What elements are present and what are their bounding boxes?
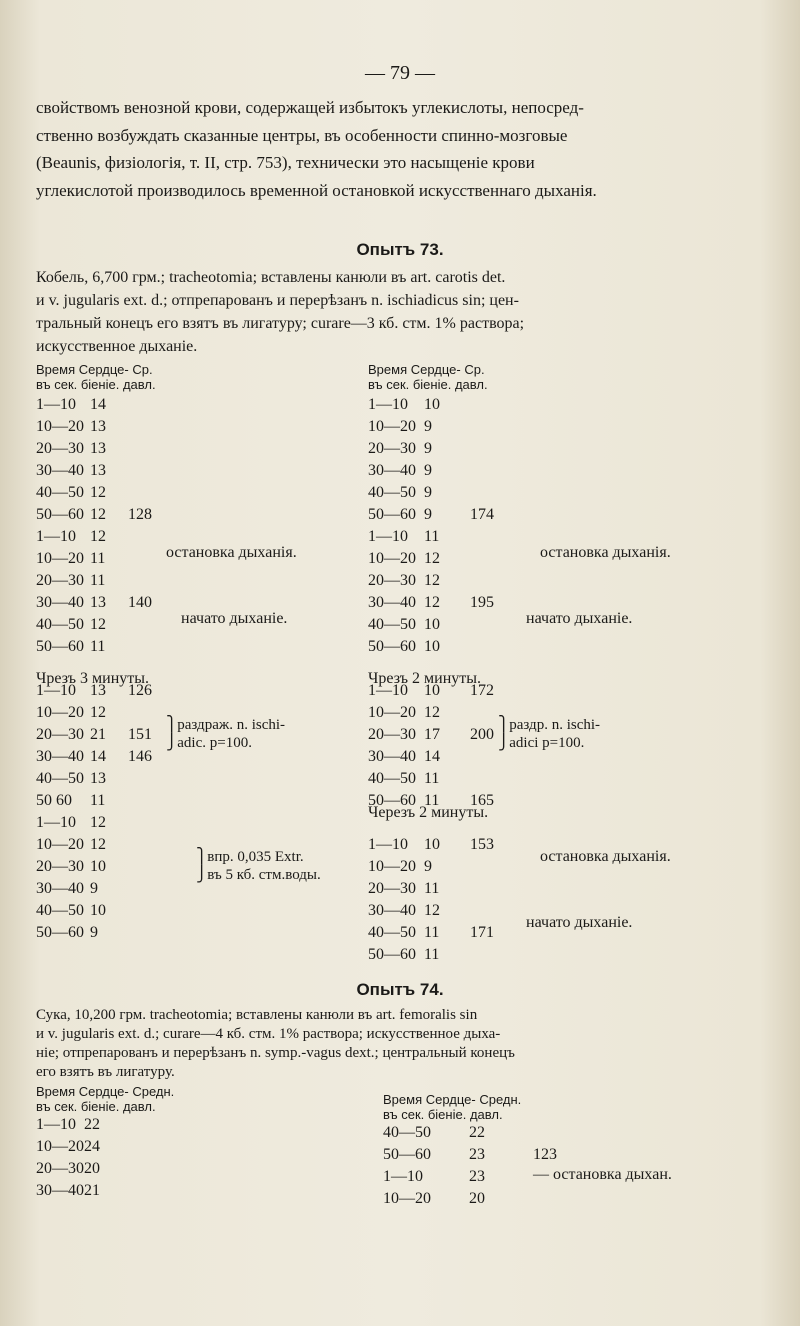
time-cell: 40—50 <box>383 1124 431 1141</box>
heartbeat-cell: 10 <box>424 396 440 413</box>
heartbeat-cell: 11 <box>424 770 440 787</box>
time-cell: 40—50 <box>36 484 84 501</box>
time-cell: 50—60 <box>383 1146 431 1163</box>
experiment-73-description <box>36 266 762 358</box>
heartbeat-cell: 9 <box>90 924 98 941</box>
heartbeat-cell: 11 <box>424 880 440 897</box>
heartbeat-cell: 9 <box>424 418 432 435</box>
experiment-74-title: Опытъ 74. <box>356 980 444 999</box>
text-line: искусственное дыханіе. <box>36 338 198 355</box>
time-cell: 1—10 <box>368 528 408 545</box>
text-line: и v. jugularis ext. d.; отпрепарованъ и перерѣзанъ n. ischiadicus sin; цен- <box>36 292 519 309</box>
heartbeat-cell: 12 <box>90 616 106 633</box>
time-cell: 30—40 <box>368 902 416 919</box>
heartbeat-cell: 13 <box>90 770 106 787</box>
heartbeat-cell: 12 <box>424 704 440 721</box>
time-cell: 10—20 <box>36 704 84 721</box>
heartbeat-cell: 21 <box>90 726 106 743</box>
pressure-cell: 128 <box>128 506 152 523</box>
note-start-breathing: начато дыханіе. <box>526 610 633 627</box>
heartbeat-cell: 13 <box>90 418 106 435</box>
note-stop-breathing: остановка дыханія. <box>540 544 671 561</box>
time-cell: 10—20 <box>36 418 84 435</box>
heartbeat-cell: 23 <box>469 1168 485 1185</box>
time-cell: 40—50 <box>368 484 416 501</box>
text-line: ніе; отпрепарованъ и перерѣзанъ n. symp.-vagus dext.; центральный конецъ <box>36 1045 515 1061</box>
heartbeat-cell: 23 <box>469 1146 485 1163</box>
time-cell: 10—20 <box>368 550 416 567</box>
heartbeat-cell: 22 <box>84 1116 100 1133</box>
pressure-cell: 172 <box>470 682 494 699</box>
time-cell: 20—30 <box>368 440 416 457</box>
heartbeat-cell: 13 <box>90 462 106 479</box>
heartbeat-cell: 12 <box>424 550 440 567</box>
pressure-cell: 146 <box>128 748 152 765</box>
heartbeat-cell: 11 <box>424 792 440 809</box>
time-cell: 40—50 <box>36 770 84 787</box>
time-cell: 10—20 <box>36 1138 84 1155</box>
table-header: Время Сердце- Ср. въ сек. біеніе. давл. <box>36 362 156 392</box>
time-cell: 20—30 <box>36 572 84 589</box>
time-cell: 20—30 <box>36 726 84 743</box>
heartbeat-cell: 10 <box>424 616 440 633</box>
experiment-74-left-table <box>36 1084 336 1199</box>
note-start-breathing: начато дыханіе. <box>526 914 633 931</box>
heartbeat-cell: 14 <box>90 396 106 413</box>
time-cell: 30—40 <box>36 594 84 611</box>
time-cell: 30—40 <box>368 748 416 765</box>
text-line: углекислотой производилось временной остановкой искусственнаго дыханія. <box>36 180 597 200</box>
time-cell: 50 60 <box>36 792 72 809</box>
text-line: (Beaunis, физіологія, т. II, стр. 753), технически это насыщеніе крови <box>36 153 535 172</box>
heartbeat-cell: 10 <box>424 638 440 655</box>
experiment-73-left-table <box>36 362 376 942</box>
pressure-cell: 153 <box>470 836 494 853</box>
time-cell: 50—60 <box>36 924 84 941</box>
time-cell: 50—60 <box>36 638 84 655</box>
note-injection: ⎫впр. 0,035 Extr. ⎭въ 5 кб. стм.воды. <box>196 849 321 883</box>
time-cell: 20—30 <box>368 880 416 897</box>
time-cell: 10—20 <box>383 1190 431 1207</box>
time-cell: 40—50 <box>368 616 416 633</box>
text-line: тральный конецъ его взятъ въ лигатуру; curare—3 кб. стм. 1% раствора; <box>36 315 525 332</box>
time-cell: 40—50 <box>36 616 84 633</box>
note-irritation: ⎫раздр. n. ischi- ⎭adici p=100. <box>498 717 601 751</box>
time-cell: 1—10 <box>383 1168 423 1185</box>
heartbeat-cell: 9 <box>424 484 432 501</box>
text-line: Кобель, 6,700 грм.; tracheotomia; вставлены канюли въ art. carotis det. <box>36 269 506 286</box>
heartbeat-cell: 17 <box>424 726 440 743</box>
time-cell: 30—40 <box>36 1182 84 1199</box>
heartbeat-cell: 13 <box>90 440 106 457</box>
heartbeat-cell: 9 <box>424 440 432 457</box>
time-cell: 10—20 <box>368 418 416 435</box>
text-line: свойствомъ венозной крови, содержащей избытокъ углекислоты, непосред- <box>36 98 584 117</box>
note-irritation: ⎫раздраж. n. ischi- ⎭adic. p=100. <box>166 717 286 751</box>
note-start-breathing: начато дыханіе. <box>181 610 288 627</box>
heartbeat-cell: 10 <box>90 902 106 919</box>
table-header: Время Сердце- Средн. въ сек. біеніе. давл. <box>36 1084 175 1114</box>
time-cell: 20—30 <box>368 572 416 589</box>
heartbeat-cell: 10 <box>424 682 440 699</box>
pressure-cell: 195 <box>470 594 494 611</box>
note-stop-breathing: — остановка дыхан. <box>533 1166 672 1183</box>
time-cell: 10—20 <box>36 550 84 567</box>
heartbeat-cell: 12 <box>90 836 106 853</box>
note-after-2-min: Чрезъ 2 минуты. <box>368 670 482 687</box>
time-cell: 30—40 <box>368 594 416 611</box>
pressure-cell: 174 <box>470 506 494 523</box>
heartbeat-cell: 11 <box>90 792 106 809</box>
time-cell: 20—30 <box>36 440 84 457</box>
text-line: Сука, 10,200 грм. tracheotomia; вставлены канюли въ art. femoralis sin <box>36 1007 478 1023</box>
heartbeat-cell: 11 <box>90 572 106 589</box>
heartbeat-cell: 13 <box>90 682 106 699</box>
heartbeat-cell: 14 <box>90 748 106 765</box>
heartbeat-cell: 11 <box>424 528 440 545</box>
time-cell: 20—30 <box>36 858 84 875</box>
time-cell: 40—50 <box>368 770 416 787</box>
note-stop-breathing: остановка дыханія. <box>540 848 671 865</box>
heartbeat-cell: 12 <box>424 902 440 919</box>
pressure-cell: 200 <box>470 726 494 743</box>
text-line: его взятъ въ лигатуру. <box>36 1064 175 1080</box>
pressure-cell: 126 <box>128 682 152 699</box>
heartbeat-cell: 21 <box>84 1182 100 1199</box>
pressure-cell: 171 <box>470 924 494 941</box>
note-after-2-min: Черезъ 2 минуты. <box>368 804 489 821</box>
heartbeat-cell: 12 <box>90 814 106 831</box>
heartbeat-cell: 10 <box>90 858 106 875</box>
text-line: и v. jugularis ext. d.; curare—4 кб. стм. 1% раствора; искусственное дыха- <box>36 1026 501 1042</box>
experiment-74-right-table <box>383 1092 773 1207</box>
heartbeat-cell: 12 <box>90 528 106 545</box>
heartbeat-cell: 24 <box>84 1138 100 1155</box>
heartbeat-cell: 20 <box>84 1160 100 1177</box>
time-cell: 30—40 <box>36 880 84 897</box>
page-number: — 79 — <box>365 62 435 84</box>
text-line: ственно возбуждать сказанные центры, въ особенности спинно-мозговые <box>36 125 568 145</box>
heartbeat-cell: 22 <box>469 1124 485 1141</box>
pressure-cell: 140 <box>128 594 152 611</box>
heartbeat-cell: 12 <box>424 572 440 589</box>
heartbeat-cell: 11 <box>90 550 106 567</box>
heartbeat-cell: 14 <box>424 748 440 765</box>
time-cell: 40—50 <box>368 924 416 941</box>
time-cell: 1—10 <box>36 682 76 699</box>
heartbeat-cell: 12 <box>424 594 440 611</box>
time-cell: 50—60 <box>368 946 416 963</box>
time-cell: 10—20 <box>368 858 416 875</box>
heartbeat-cell: 11 <box>424 924 440 941</box>
heartbeat-cell: 10 <box>424 836 440 853</box>
time-cell: 30—40 <box>368 462 416 479</box>
pressure-cell: 123 <box>533 1146 557 1163</box>
note-after-3-min: Чрезъ 3 минуты. <box>36 670 150 687</box>
heartbeat-cell: 12 <box>90 484 106 501</box>
table-header: Время Сердце- Ср. въ сек. біеніе. давл. <box>368 362 488 392</box>
time-cell: 1—10 <box>36 396 76 413</box>
table-header: Время Сердце- Средн. въ сек. біеніе. давл. <box>383 1092 522 1122</box>
heartbeat-cell: 12 <box>90 506 106 523</box>
time-cell: 20—30 <box>368 726 416 743</box>
time-cell: 10—20 <box>36 836 84 853</box>
time-cell: 10—20 <box>368 704 416 721</box>
time-cell: 50—60 <box>36 506 84 523</box>
experiment-73-title: Опытъ 73. <box>356 240 444 259</box>
time-cell: 50—60 <box>368 638 416 655</box>
heartbeat-cell: 20 <box>469 1190 485 1207</box>
heartbeat-cell: 13 <box>90 594 106 611</box>
pressure-cell: 151 <box>128 726 152 743</box>
time-cell: 1—10 <box>36 814 76 831</box>
time-cell: 1—10 <box>368 836 408 853</box>
intro-paragraph <box>36 94 762 204</box>
heartbeat-cell: 9 <box>90 880 98 897</box>
time-cell: 30—40 <box>36 748 84 765</box>
heartbeat-cell: 12 <box>90 704 106 721</box>
heartbeat-cell: 11 <box>90 638 106 655</box>
time-cell: 50—60 <box>368 792 416 809</box>
time-cell: 50—60 <box>368 506 416 523</box>
time-cell: 1—10 <box>368 396 408 413</box>
heartbeat-cell: 9 <box>424 506 432 523</box>
note-stop-breathing: остановка дыханія. <box>166 544 297 561</box>
time-cell: 20—30 <box>36 1160 84 1177</box>
heartbeat-cell: 9 <box>424 858 432 875</box>
pressure-cell: 165 <box>470 792 494 809</box>
time-cell: 1—10 <box>368 682 408 699</box>
time-cell: 30—40 <box>36 462 84 479</box>
heartbeat-cell: 9 <box>424 462 432 479</box>
time-cell: 1—10 <box>36 528 76 545</box>
time-cell: 1—10 <box>36 1116 76 1133</box>
experiment-74-description <box>36 1006 762 1082</box>
time-cell: 40—50 <box>36 902 84 919</box>
experiment-73-right-table <box>368 362 768 963</box>
heartbeat-cell: 11 <box>424 946 440 963</box>
